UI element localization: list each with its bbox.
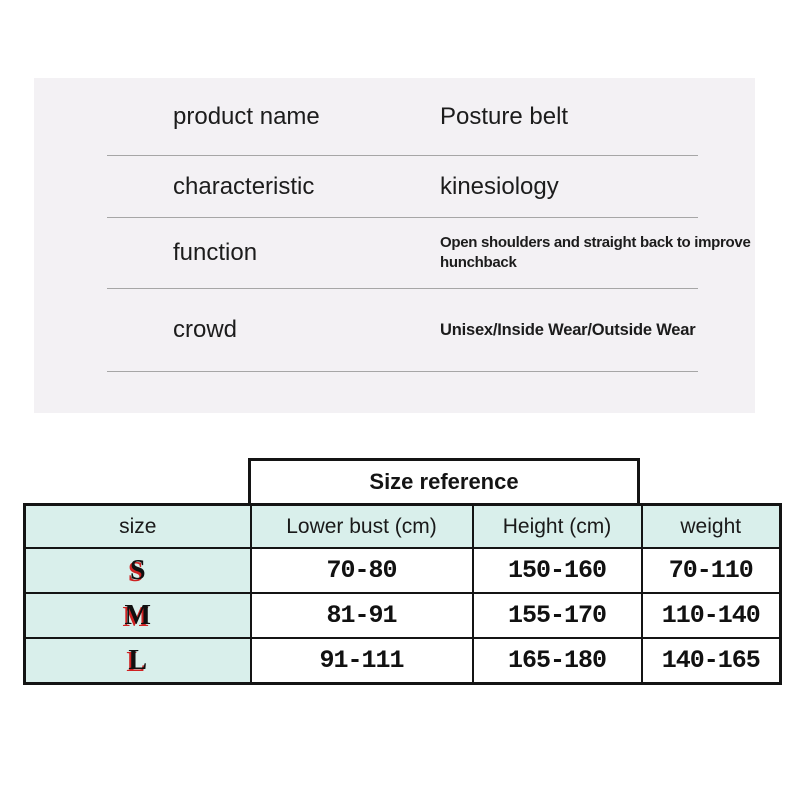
spec-row-product-name xyxy=(34,78,755,155)
row-divider xyxy=(107,371,698,372)
cell-l-height: 165-180 xyxy=(473,638,642,684)
size-table xyxy=(23,503,782,685)
size-table-row-l xyxy=(25,638,781,684)
column-header-weight: weight xyxy=(642,505,781,549)
size-label-m: M xyxy=(25,593,251,638)
column-header-size: size xyxy=(25,505,251,549)
size-table-row-m xyxy=(25,593,781,638)
cell-s-lower-bust: 70-80 xyxy=(251,548,473,593)
cell-m-weight: 110-140 xyxy=(642,593,781,638)
size-label-s: S xyxy=(25,548,251,593)
size-reference-section xyxy=(23,458,779,678)
cell-l-lower-bust: 91-111 xyxy=(251,638,473,684)
size-table-row-s xyxy=(25,548,781,593)
spec-row-crowd xyxy=(34,289,755,371)
spec-label-characteristic: characteristic xyxy=(173,172,315,200)
cell-m-height: 155-170 xyxy=(473,593,642,638)
cell-s-weight: 70-110 xyxy=(642,548,781,593)
column-header-lower-bust: Lower bust (cm) xyxy=(251,505,473,549)
cell-l-weight: 140-165 xyxy=(642,638,781,684)
spec-value-characteristic: kinesiology xyxy=(440,172,559,200)
spec-row-function xyxy=(34,218,755,288)
spec-label-function: function xyxy=(173,239,258,266)
size-label-l: L xyxy=(25,638,251,684)
spec-label-product-name: product name xyxy=(173,102,320,130)
spec-value-product-name: Posture belt xyxy=(440,102,569,130)
spec-row-characteristic xyxy=(34,156,755,217)
column-header-height: Height (cm) xyxy=(473,505,642,549)
size-table-header-row xyxy=(25,505,781,549)
spec-label-crowd: crowd xyxy=(173,316,238,343)
cell-s-height: 150-160 xyxy=(473,548,642,593)
size-reference-title: Size reference xyxy=(248,458,640,506)
spec-value-crowd: Unisex/Inside Wear/Outside Wear xyxy=(440,320,696,339)
spec-value-function: Open shoulders and straight back to improve hunchback xyxy=(440,233,751,271)
cell-m-lower-bust: 81-91 xyxy=(251,593,473,638)
product-spec-panel xyxy=(34,78,755,413)
